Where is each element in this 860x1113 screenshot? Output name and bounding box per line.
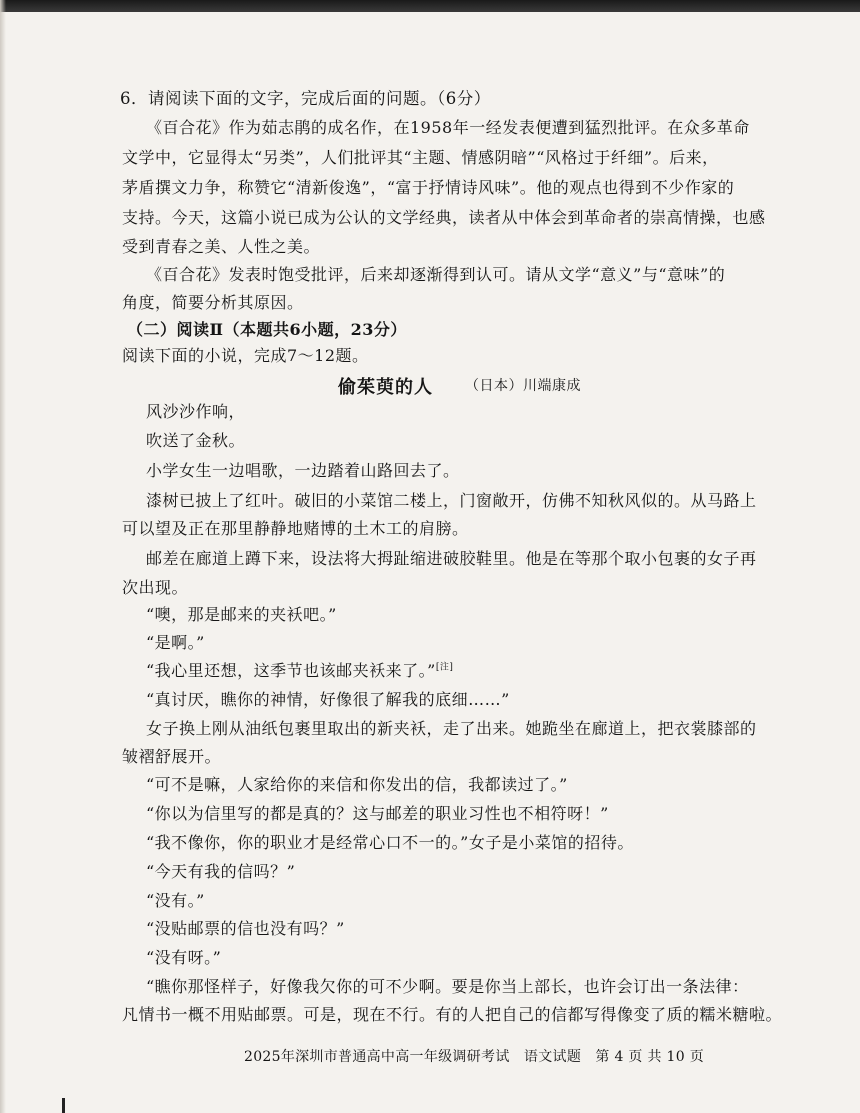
dialogue-line: “噢，那是邮来的夹袄吧。” [146,605,337,624]
dialogue-line: “可不是嘛，人家给你的来信和你发出的信，我都读过了。” [146,775,568,794]
dialogue-line: “没有。” [146,891,205,910]
page-footer: 2025年深圳市普通高中高一年级调研考试 语文试题 第 4 页 共 10 页 [244,1049,704,1065]
passage-line: 支持。今天，这篇小说已成为公认的文学经典，读者从中体会到革命者的崇高情操，也感 [122,208,766,227]
dialogue-line: “瞧你那怪样子，好像我欠你的可不少啊。要是你当上部长，也许会订出一条法律： [146,977,749,996]
question-6-prompt-line: 《百合花》发表时饱受批评，后来却逐渐得到认可。请从文学“意义”与“意味”的 [146,265,726,284]
dialogue-line: “没贴邮票的信也没有吗？” [146,919,345,938]
passage-line: 茅盾撰文力争，称赞它“清新俊逸”，“富于抒情诗风味”。他的观点也得到不少作家的 [122,178,735,197]
story-line: 邮差在廊道上蹲下来，设法将大拇趾缩进破胶鞋里。他是在等那个取小包裹的女子再 [146,549,757,568]
story-line: 皱褶舒展开。 [122,747,222,766]
story-line: 漆树已披上了红叶。破旧的小菜馆二楼上，门窗敞开，仿佛不知秋风似的。从马路上 [146,491,757,510]
dialogue-line: “真讨厌，瞧你的神情，好像很了解我的底细……” [146,690,510,709]
story-title: 偷茱萸的人 [338,377,433,398]
story-line: 小学女生一边唱歌，一边踏着山路回去了。 [146,461,460,480]
passage-line: 文学中，它显得太“另类”，人们批评其“主题、情感阴暗”“风格过于纤细”。后来， [122,148,719,167]
story-line: 次出现。 [122,578,189,597]
dialogue-line: “我不像你，你的职业才是经常心口不一的。”女子是小菜馆的招待。 [146,833,634,852]
story-author: （日本）川端康成 [465,378,581,394]
dialogue-line: “没有呀。” [146,948,222,967]
story-title-row [0,373,860,399]
passage-line: 受到青春之美、人性之美。 [122,237,321,256]
footnote-marker: [注] [435,662,454,673]
story-line: 风沙沙作响， [146,402,246,421]
dialogue-line [146,660,453,682]
dialogue-line: 凡情书一概不用贴邮票。可是，现在不行。有的人把自己的信都写得像变了质的糯米糖啦。 [122,1005,783,1024]
dialogue-line: “你以为信里写的都是真的？这与邮差的职业习性也不相符呀！” [146,804,609,823]
story-line: 女子换上刚从油纸包裹里取出的新夹袄，走了出来。她跪坐在廊道上，把衣裳膝部的 [146,719,757,738]
story-line: 吹送了金秋。 [146,431,246,450]
section-2-heading: （二）阅读Ⅱ（本题共6小题，23分） [127,320,407,339]
question-6-heading: 6．请阅读下面的文字，完成后面的问题。（6分） [120,89,491,108]
dialogue-text: “我心里还想，这季节也该邮夹袄来了。” [146,661,436,680]
passage-line: 《百合花》作为茹志鹃的成名作，在1958年一经发表便遭到猛烈批评。在众多革命 [146,118,750,137]
story-line: 可以望及正在那里静静地赌博的土木工的肩膀。 [122,519,469,538]
section-2-instruction: 阅读下面的小说，完成7～12题。 [122,346,369,365]
question-6-prompt-line: 角度，简要分析其原因。 [122,293,304,312]
dialogue-line: “是啊。” [146,633,205,652]
dialogue-line: “今天有我的信吗？” [146,862,296,881]
